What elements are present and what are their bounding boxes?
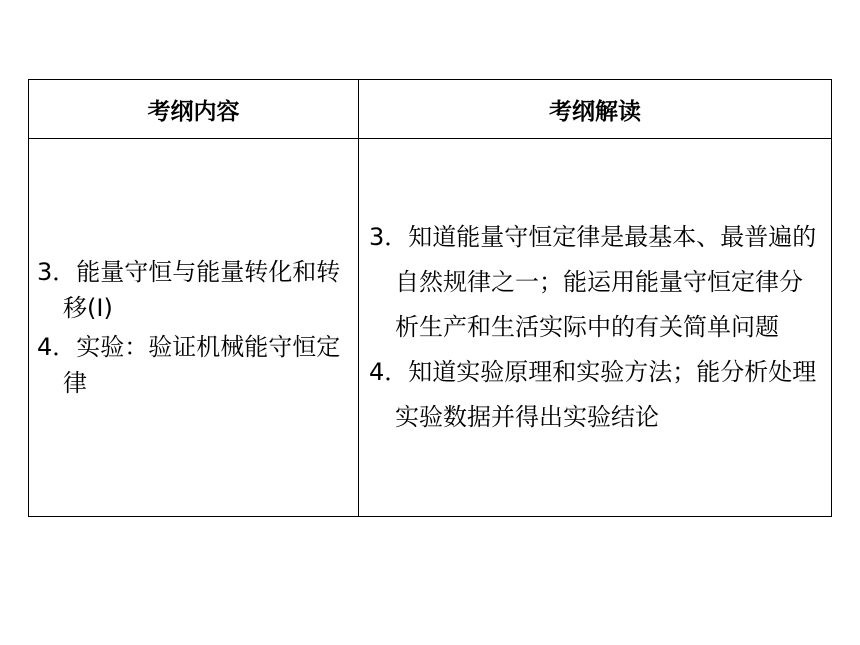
table-header (29, 80, 832, 139)
interpretation-cell (359, 139, 832, 517)
header-row (29, 80, 832, 139)
content-cell (29, 139, 359, 517)
header-interpretation: 考纲解读 (359, 80, 832, 139)
interpretation-item-4: 4．知道实验原理和实验方法；能分析处理实验数据并得出实验结论 (369, 358, 817, 431)
content-item-3: 3．能量守恒与能量转化和转移(Ⅰ) (37, 258, 341, 322)
table-body (29, 139, 832, 517)
interpretation-item-3: 3．知道能量守恒定律是最基本、最普遍的自然规律之一；能运用能量守恒定律分析生产和生活实际中的有关简单问题 (369, 223, 817, 341)
syllabus-table (28, 79, 832, 517)
header-content: 考纲内容 (29, 80, 359, 139)
content-item-4: 4．实验：验证机械能守恒定律 (37, 333, 341, 397)
table-row (29, 139, 832, 517)
